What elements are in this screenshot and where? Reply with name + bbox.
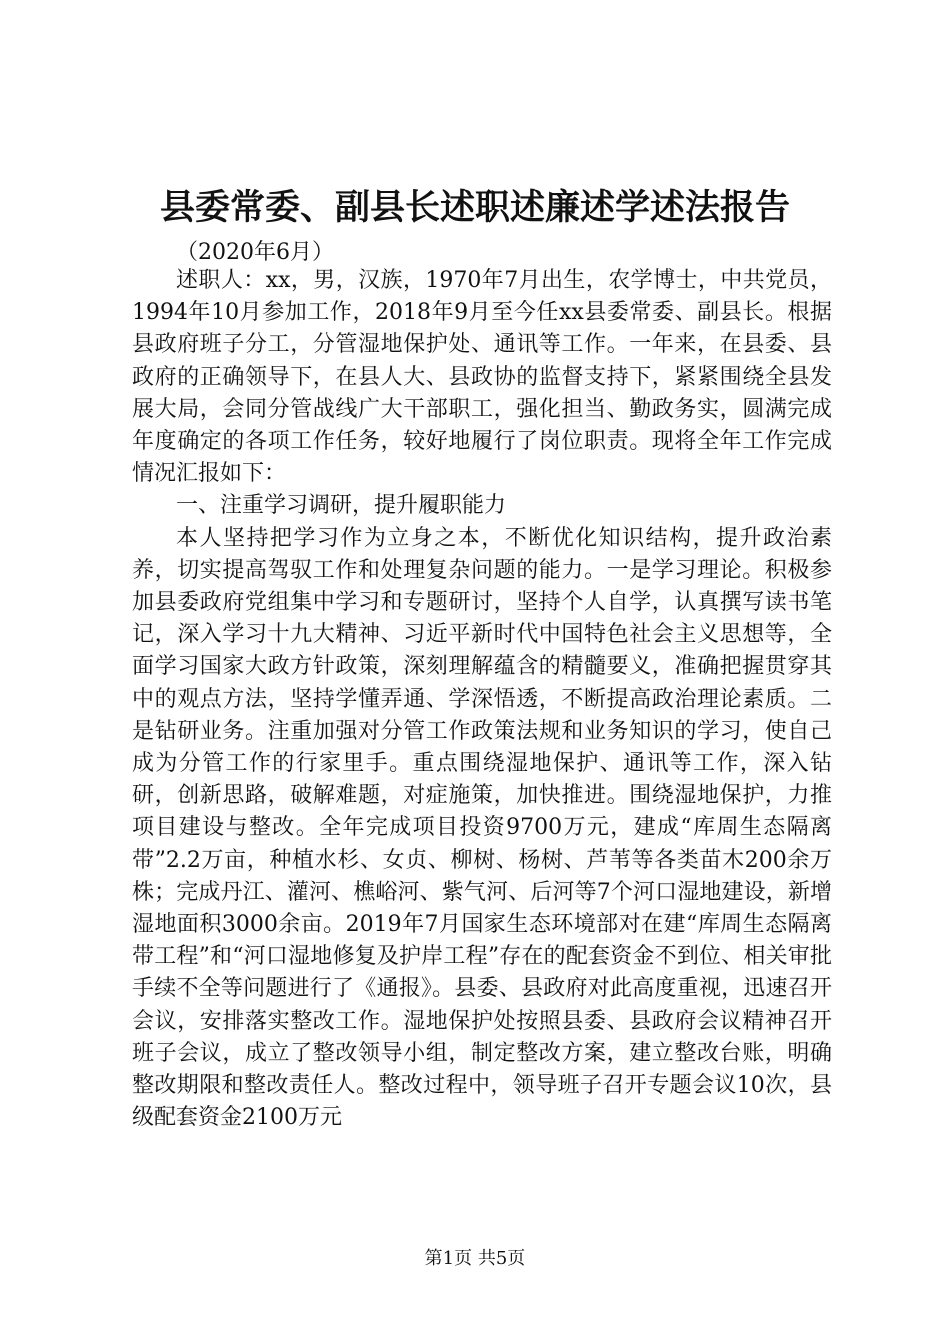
document-body bbox=[132, 265, 832, 1134]
intro-paragraph: 述职人：xx，男，汉族，1970年7月出生，农学博士，中共党员，1994年10月参加工作，2018年9月至今任xx县委常委、副县长。根据县政府班子分工，分管湿地保护处、通讯等工作。一年来，在县委、县政府的正确领导下，在县人大、县政协的监督支持下，紧紧围绕全县发展大局，会同分管战线广大干部职工，强化担当、勤政务实，圆满完成年度确定的各项工作任务，较好地履行了岗位职责。现将全年工作完成情况汇报如下： bbox=[132, 268, 832, 487]
page-number: 第1页 共5页 bbox=[424, 1248, 526, 1269]
body-paragraph: 本人坚持把学习作为立身之本，不断优化知识结构，提升政治素养，切实提高驾驭工作和处理复杂问题的能力。一是学习理论。积极参加县委政府党组集中学习和专题研讨，坚持个人自学，认真撰写读书笔记，深入学习十九大精神、习近平新时代中国特色社会主义思想等，全面学习国家大政方针政策，深刻理解蕴含的精髓要义，准确把握贯穿其中的观点方法，坚持学懂弄通、学深悟透，不断提高政治理论素质。二是钻研业务。注重加强对分管工作政策法规和业务知识的学习，使自己成为分管工作的行家里手。重点围绕湿地保护、通讯等工作，深入钻研，创新思路，破解难题，对症施策，加快推进。围绕湿地保护，力推项目建设与整改。全年完成项目投资9700万元，建成“库周生态隔离带”2.2万亩，种植水杉、女贞、柳树、杨树、芦苇等各类苗木200余万株；完成丹江、灌河、樵峪河、紫气河、后河等7个河口湿地建设，新增湿地面积3000余亩。2019年7月国家生态环境部对在建“库周生态隔离带工程”和“河口湿地修复及护岸工程”存在的配套资金不到位、相关审批手续不全等问题进行了《通报》。县委、县政府对此高度重视，迅速召开会议，安排落实整改工作。湿地保护处按照县委、县政府会议精神召开班子会议，成立了整改领导小组，制定整改方案，建立整改台账，明确整改期限和整改责任人。整改过程中，领导班子召开专题会议10次，县级配套资金2100万元 bbox=[132, 525, 832, 1131]
section-heading: 一、注重学习调研，提升履职能力 bbox=[176, 493, 507, 519]
document-title: 县委常委、副县长述职述廉述学述法报告 bbox=[159, 187, 790, 228]
report-date: （2020年6月） bbox=[176, 240, 334, 265]
